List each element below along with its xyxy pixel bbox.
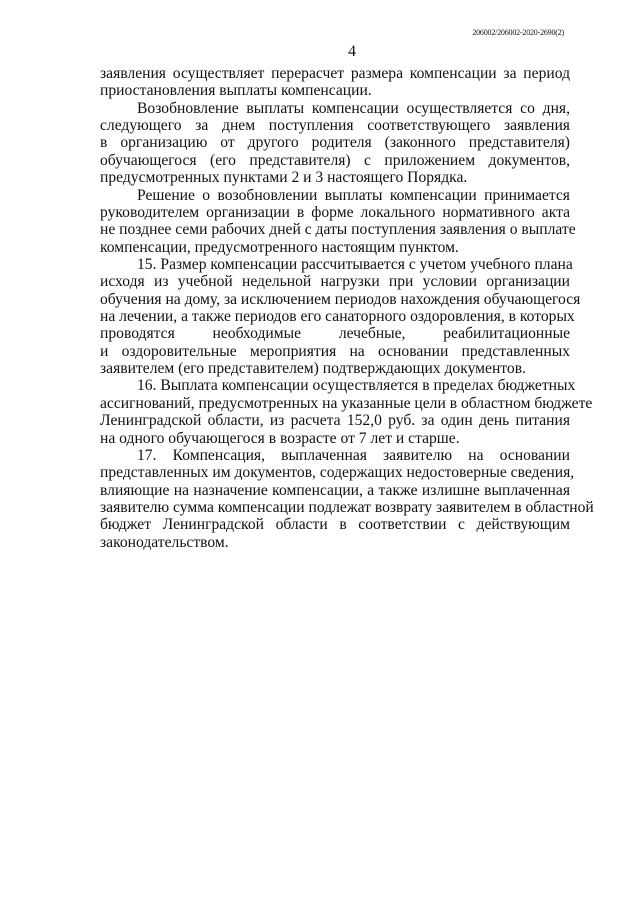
text-line: ассигнований, предусмотренных на указанные цели в областном бюджете [100,394,593,412]
text-line: исходя из учебной недельной нагрузки при условии организации [100,273,570,291]
document-body [100,65,594,551]
text-line: и оздоровительные мероприятия на основании представленных [100,342,570,360]
text-line: бюджет Ленинградской области в соответствии с действующим [100,516,570,534]
text-line: влияющие на назначение компенсации, а также излишне выплаченная [100,481,570,499]
text-line: не позднее семи рабочих дней с даты поступления заявления о выплате [100,221,576,239]
text-line: Возобновление выплаты компенсации осуществляется со дня, [137,99,570,117]
text-line: обучающегося (его представителя) с приложением документов, [100,151,570,169]
paragraph [100,65,570,100]
text-line: Ленинградской области, из расчета 152,0 руб. за один день питания [100,412,570,430]
paragraph [100,377,593,447]
text-line: представленных им документов, содержащих недостоверные сведения, [100,464,575,482]
text-line: 17. Компенсация, выплаченная заявителю на основании [137,446,570,464]
text-line: предусмотренных пунктами 2 и 3 настоящего Порядка. [100,169,468,187]
text-line: 16. Выплата компенсации осуществляется в пределах бюджетных [137,377,576,395]
page-number: 4 [348,43,356,60]
text-line: проводятся необходимые лечебные, реабилитационные [100,325,570,343]
text-line: на одного обучающегося в возрасте от 7 лет и старше. [100,429,460,447]
text-line: заявления осуществляет перерасчет размера компенсации за период [100,65,570,82]
paragraph [100,186,576,256]
document-code: 206002/206002-2020-2690(2) [472,28,564,37]
text-line: заявителю сумма компенсации подлежат возврату заявителем в областной [100,498,594,516]
text-line: заявителем (его представителем) подтверждающих документов. [100,360,526,378]
text-line: 15. Размер компенсации рассчитывается с учетом учебного плана [137,255,573,273]
text-line: законодательством. [100,533,229,551]
text-line: руководителем организации в форме локального нормативного акта [100,203,570,221]
paragraph [100,446,594,551]
text-line: следующего за днем поступления соответствующего заявления [100,117,570,135]
paragraph [100,255,581,378]
text-line: приостановления выплаты компенсации. [100,82,372,100]
paragraph [100,100,570,187]
text-line: Решение о возобновлении выплаты компенсации принимается [137,186,570,204]
text-line: в организацию от другого родителя (законного представителя) [100,134,570,152]
text-line: на лечении, а также периодов его санаторного оздоровления, в которых [100,308,575,326]
text-line: обучения на дому, за исключением периодов нахождения обучающегося [100,290,581,308]
text-line: компенсации, предусмотренного настоящим пунктом. [100,238,459,256]
